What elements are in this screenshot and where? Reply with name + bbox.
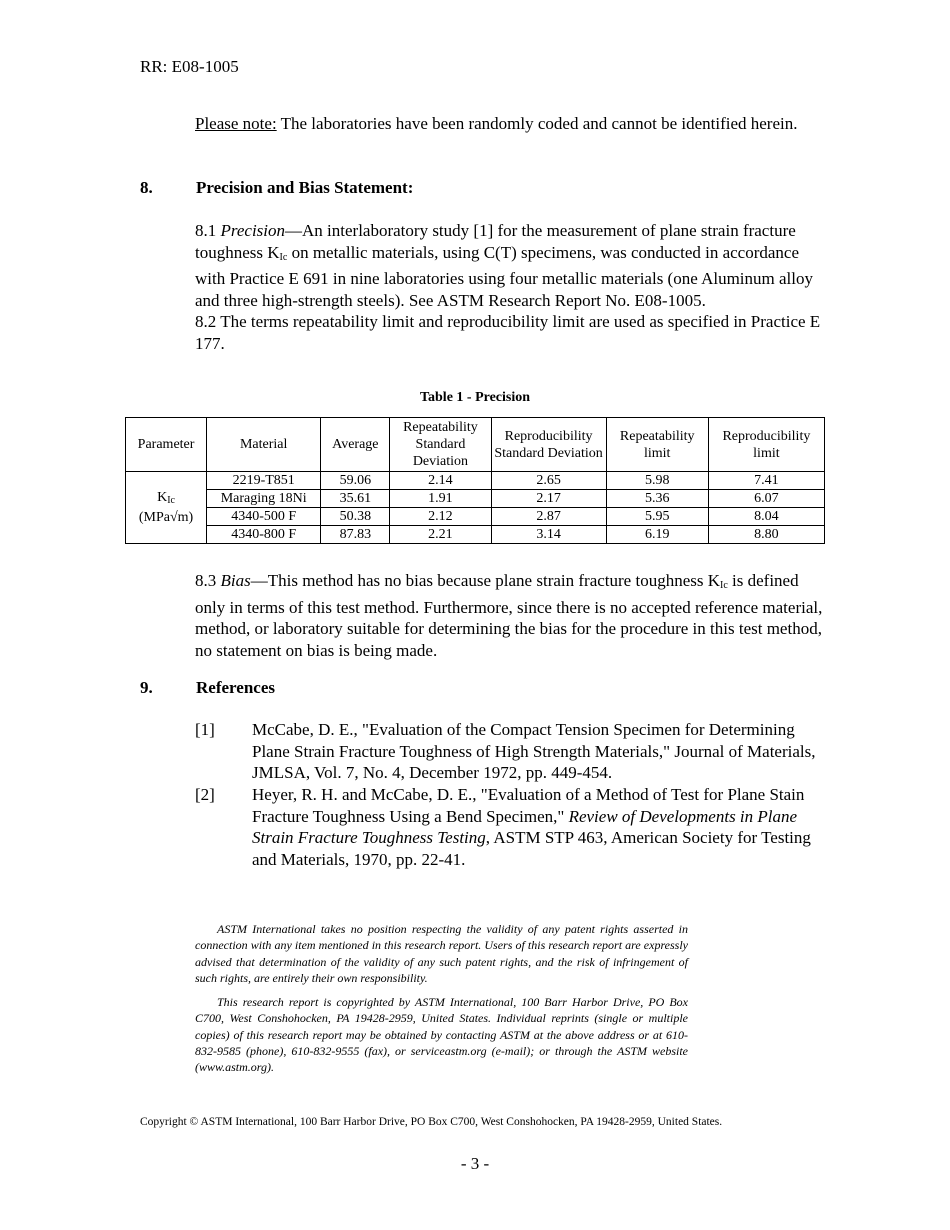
cell-average: 59.06 (321, 472, 390, 490)
cell-material: 4340-500 F (207, 508, 321, 526)
cell-reproducibility-limit: 6.07 (708, 490, 824, 508)
precision-paragraph (195, 220, 825, 354)
parameter-cell (126, 472, 207, 544)
reference-number: [1] (195, 720, 215, 739)
section-8-number: 8. (140, 178, 153, 197)
cell-repeatability-sd: 2.12 (390, 508, 491, 526)
header-reproducibility-sd: Reproducibility Standard Deviation (491, 418, 606, 472)
cell-reproducibility-limit: 8.04 (708, 508, 824, 526)
cell-repeatability-sd: 2.14 (390, 472, 491, 490)
header-reproducibility-limit: Reproducibility limit (708, 418, 824, 472)
section-8-title: Precision and Bias Statement: (196, 178, 414, 197)
p81-text-b: on metallic materials, using C(T) specimens, was conducted in accordance with Practice E 691 in nine laboratories using four metallic materials (one Aluminum alloy and three high-strength steels). See ASTM Research Report No. E08-1005. (195, 242, 813, 310)
p83-subscript: Ic (720, 580, 728, 591)
footer-copyright: Copyright © ASTM International, 100 Barr Harbor Drive, PO Box C700, West Conshohocken, PA 19428-2959, United States. (140, 1116, 723, 1128)
p81-term: Precision (220, 221, 286, 240)
precision-table (125, 417, 825, 544)
cell-reproducibility-sd: 3.14 (491, 526, 606, 544)
cell-repeatability-sd: 1.91 (390, 490, 491, 508)
table-caption: Table 1 - Precision (419, 390, 531, 405)
table-row (126, 490, 825, 508)
cell-repeatability-limit: 5.98 (606, 472, 708, 490)
header-repeatability-limit: Repeatability limit (606, 418, 708, 472)
table-header-row (126, 418, 825, 472)
p81-subscript: Ic (279, 251, 288, 263)
lab-note (195, 113, 825, 135)
reference-number: [2] (195, 785, 215, 804)
copyright-notice: This research report is copyrighted by ASTM International, 100 Barr Harbor Drive, PO Box C700, West Conshohocken, PA 19428-2959, United States. Individual reprints (single or multiple copies) of this research report may be obtained by contacting ASTM at the above address or at 610-832-9585 (phone), 610-832-9555 (fax), or serviceastm.org (e-mail); or through the ASTM website (www.astm.org). (195, 995, 688, 1075)
cell-reproducibility-sd: 2.17 (491, 490, 606, 508)
cell-average: 50.38 (321, 508, 390, 526)
cell-reproducibility-sd: 2.87 (491, 508, 606, 526)
note-label: Please note: (195, 114, 277, 133)
bias-paragraph (195, 570, 825, 661)
cell-repeatability-limit: 5.36 (606, 490, 708, 508)
cell-repeatability-limit: 6.19 (606, 526, 708, 544)
cell-material: 4340-800 F (207, 526, 321, 544)
cell-material: Maraging 18Ni (207, 490, 321, 508)
cell-material: 2219-T851 (207, 472, 321, 490)
cell-repeatability-sd: 2.21 (390, 526, 491, 544)
reference-item (195, 784, 835, 870)
p83-term: Bias (220, 571, 251, 590)
reference-text-b: , ASTM STP 463, American Society for Testing and Materials, 1970, pp. 22-41. (252, 828, 811, 869)
header-repeatability-sd: Repeatability Standard Deviation (390, 418, 491, 472)
cell-reproducibility-limit: 8.80 (708, 526, 824, 544)
cell-average: 35.61 (321, 490, 390, 508)
table-row (126, 508, 825, 526)
reference-text (252, 784, 835, 870)
section-9-title: References (196, 678, 275, 697)
table-row (126, 472, 825, 490)
cell-repeatability-limit: 5.95 (606, 508, 708, 526)
reference-text-a: Heyer, R. H. and McCabe, D. E., "Evaluation of a Method of Test for Plane Stain Fracture Toughness Using a Bend Specimen," (252, 785, 805, 826)
note-text: The laboratories have been randomly coded and cannot be identified herein. (276, 114, 798, 133)
header-average: Average (321, 418, 390, 472)
p81-number: 8.1 (195, 221, 221, 240)
p82-text: 8.2 The terms repeatability limit and reproducibility limit are used as specified in Practice E 177. (195, 312, 821, 353)
header-parameter: Parameter (126, 418, 207, 472)
parameter-unit: (MPa√m) (138, 510, 194, 525)
cell-average: 87.83 (321, 526, 390, 544)
reference-text: McCabe, D. E., "Evaluation of the Compact Tension Specimen for Determining Plane Strain Fracture Toughness of High Strength Materials," Journal of Materials, JMLSA, Vol. 7, No. 4, December 1972, pp. 449-454. (252, 720, 816, 782)
patent-disclaimer: ASTM International takes no position respecting the validity of any patent rights asserted in connection with any item mentioned in this research report. Users of this research report are expressly advised that determination of the validity of any such patent rights, and the risk of infringement of such rights, are entirely their own responsibility. (195, 922, 688, 985)
header-material: Material (207, 418, 321, 472)
table-row (126, 526, 825, 544)
p83-number: 8.3 (195, 571, 221, 590)
report-id-header: RR: E08-1005 (140, 57, 239, 76)
section-9-number: 9. (140, 678, 153, 697)
parameter-subscript: Ic (167, 495, 175, 506)
cell-reproducibility-limit: 7.41 (708, 472, 824, 490)
page-number: - 3 - (460, 1154, 490, 1173)
p83-text-b: is defined only in terms of this test method. Furthermore, since there is no accepted reference material, method, or laboratory suitable for determining the bias for the procedure in this test method, no statement on bias is being made. (195, 571, 823, 660)
parameter-k: K (157, 490, 168, 505)
legal-notice (195, 921, 688, 1076)
p81-text-a: —An interlaboratory study [1] for the measurement of plane strain fracture toughness K (195, 221, 796, 262)
p83-text-a: —This method has no bias because plane strain fracture toughness K (250, 571, 720, 590)
reference-text-italic: Review of Developments in Plane Strain Fracture Toughness Testing (252, 806, 798, 847)
reference-item (195, 719, 835, 784)
cell-reproducibility-sd: 2.65 (491, 472, 606, 490)
